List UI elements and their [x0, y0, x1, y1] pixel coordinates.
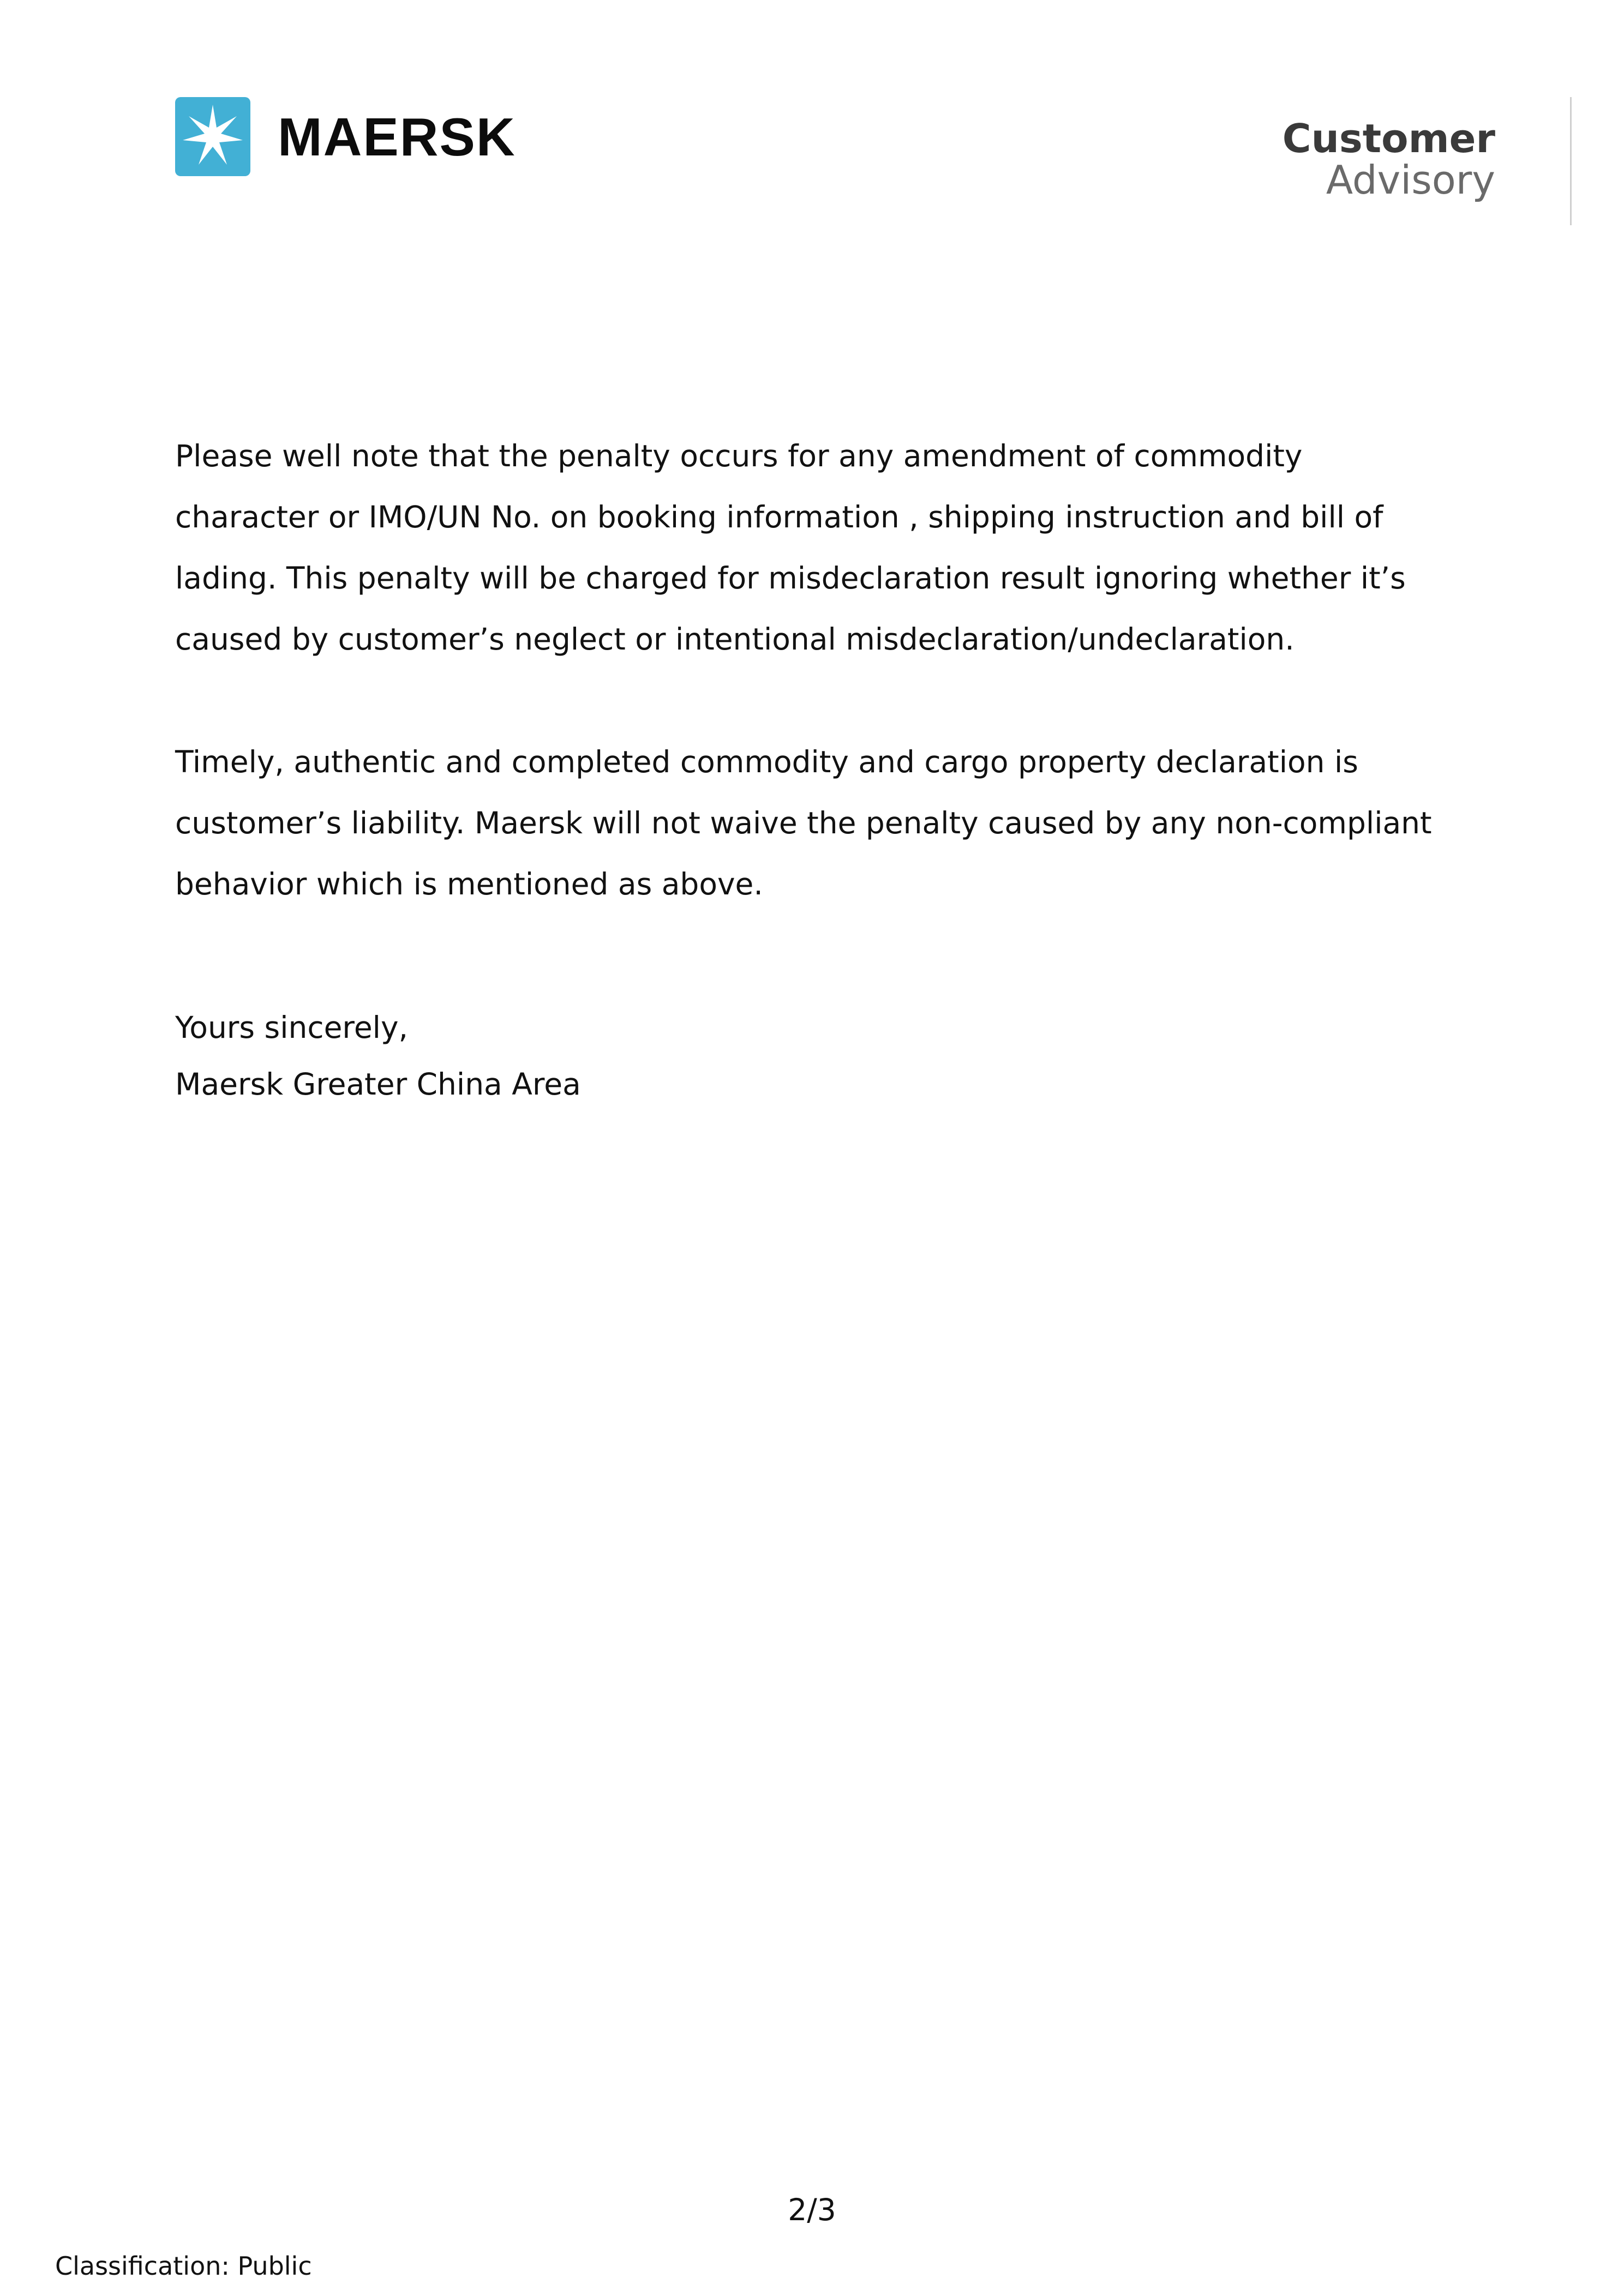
customer-advisory-title [1282, 116, 1495, 203]
advisory-title-line1: Customer [1282, 116, 1495, 161]
maersk-logo [175, 97, 516, 176]
closing-salutation: Yours sincerely, [175, 1010, 408, 1045]
maersk-star-icon [175, 97, 250, 176]
letter-body [175, 425, 1446, 915]
body-paragraph: Please well note that the penalty occurs for any amendment of commodity character or IMO/UN No. on booking information , shipping instruction and bill of lading. This penalty will be charged for misdeclaration result ignoring whether it’s caused by customer’s neglect or intentional misdeclaration/undeclaration. [175, 438, 1406, 657]
body-paragraph: Timely, authentic and completed commodity and cargo property declaration is customer’s liability. Maersk will not waive the penalty caused by any non-compliant behavior which is mentioned as above. [175, 744, 1432, 901]
letter-closing [175, 999, 581, 1113]
advisory-title-line2: Advisory [1326, 157, 1495, 203]
classification-label: Classification: Public [55, 2251, 312, 2281]
header-divider [1570, 97, 1572, 225]
brand-name: MAERSK [278, 106, 516, 167]
page-number: 2/3 [788, 2192, 836, 2227]
closing-signature: Maersk Greater China Area [175, 1067, 581, 1102]
